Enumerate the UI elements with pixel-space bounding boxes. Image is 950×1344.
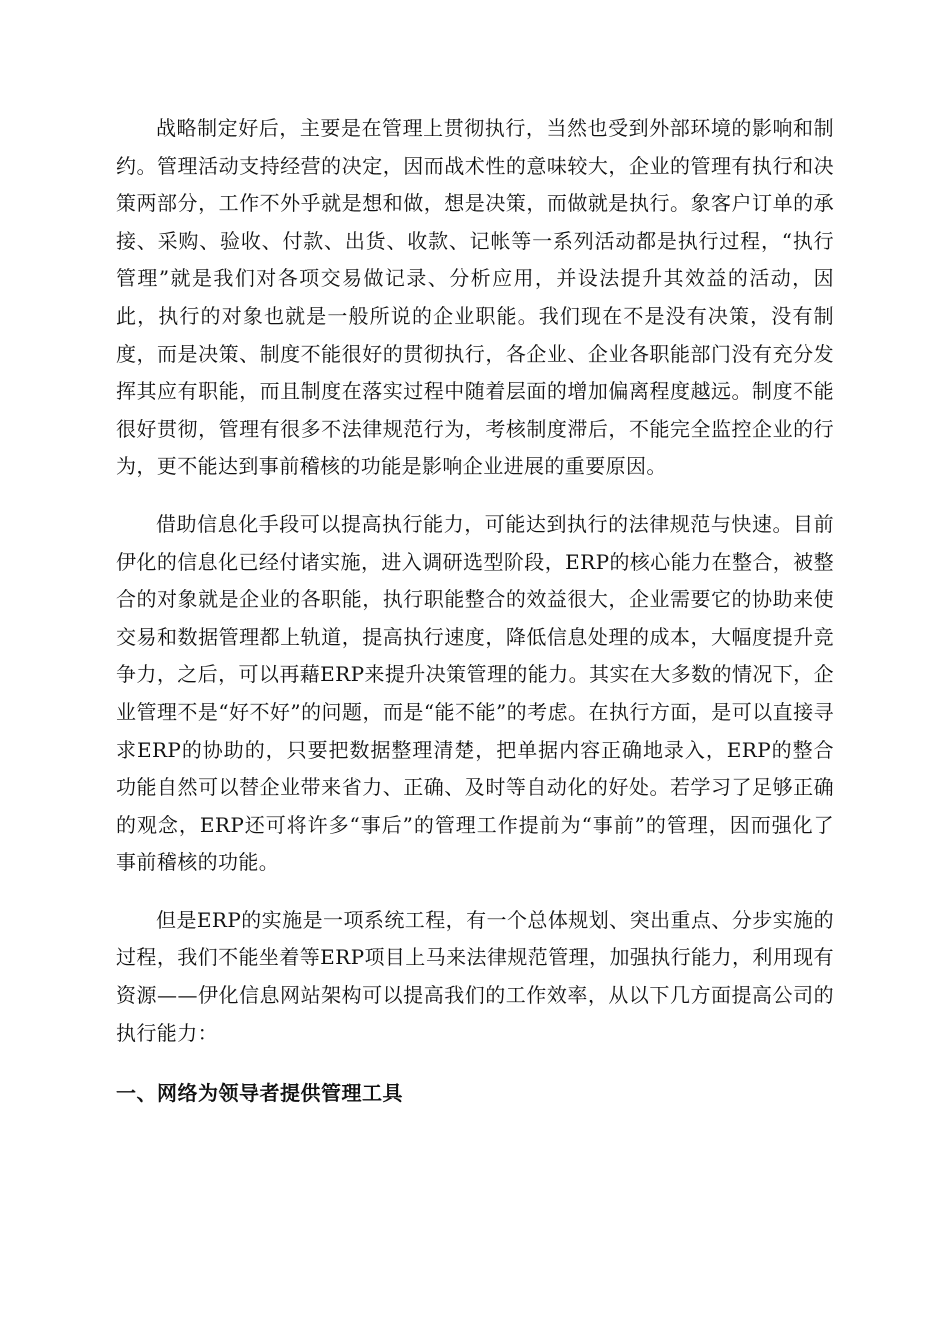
paragraph-strategy-execution: 战略制定好后，主要是在管理上贯彻执行，当然也受到外部环境的影响和制约。管理活动支持经营的决定，因而战术性的意味较大，企业的管理有执行和决策两部分，工作不外乎就是想和做，想是决策，而做就是执行。象客户订单的承接、采购、验收、付款、出货、收款、记帐等一系列活动都是执行过程，“执行管理”就是我们对各项交易做记录、分析应用，并设法提升其效益的活动，因此，执行的对象也就是一般所说的企业职能。我们现在不是没有决策，没有制度，而是决策、制度不能很好的贯彻执行，各企业、企业各职能部门没有充分发挥其应有职能，而且制度在落实过程中随着层面的增加偏离程度越远。制度不能很好贯彻，管理有很多不法律规范行为，考核制度滞后，不能完全监控企业的行为，更不能达到事前稽核的功能是影响企业进展的重要原因。 bbox=[116, 116, 834, 479]
section-heading: 一、网络为领导者提供管理工具 bbox=[116, 1081, 403, 1106]
paragraph-erp-system-engineering: 但是ERP的实施是一项系统工程，有一个总体规划、突出重点、分步实施的过程，我们不能坐着等ERP项目上马来法律规范管理，加强执行能力，利用现有资源——伊化信息网站架构可以提高我们的工作效率，从以下几方面提高公司的执行能力： bbox=[116, 907, 834, 1045]
document-page bbox=[116, 110, 834, 1108]
paragraph-erp-informatization: 借助信息化手段可以提高执行能力，可能达到执行的法律规范与快速。目前伊化的信息化已经付诸实施，进入调研选型阶段，ERP的核心能力在整合，被整合的对象就是企业的各职能，执行职能整合的效益很大，企业需要它的协助来使交易和数据管理都上轨道，提高执行速度，降低信息处理的成本，大幅度提升竞争力，之后，可以再藉ERP来提升决策管理的能力。其实在大多数的情况下，企业管理不是“好不好”的问题，而是“能不能”的考虑。在执行方面，是可以直接寻求ERP的协助的，只要把数据整理清楚，把单据内容正确地录入，ERP的整合功能自然可以替企业带来省力、正确、及时等自动化的好处。若学习了足够正确的观念，ERP还可将许多“事后”的管理工作提前为“事前”的管理，因而强化了事前稽核的功能。 bbox=[116, 511, 834, 875]
